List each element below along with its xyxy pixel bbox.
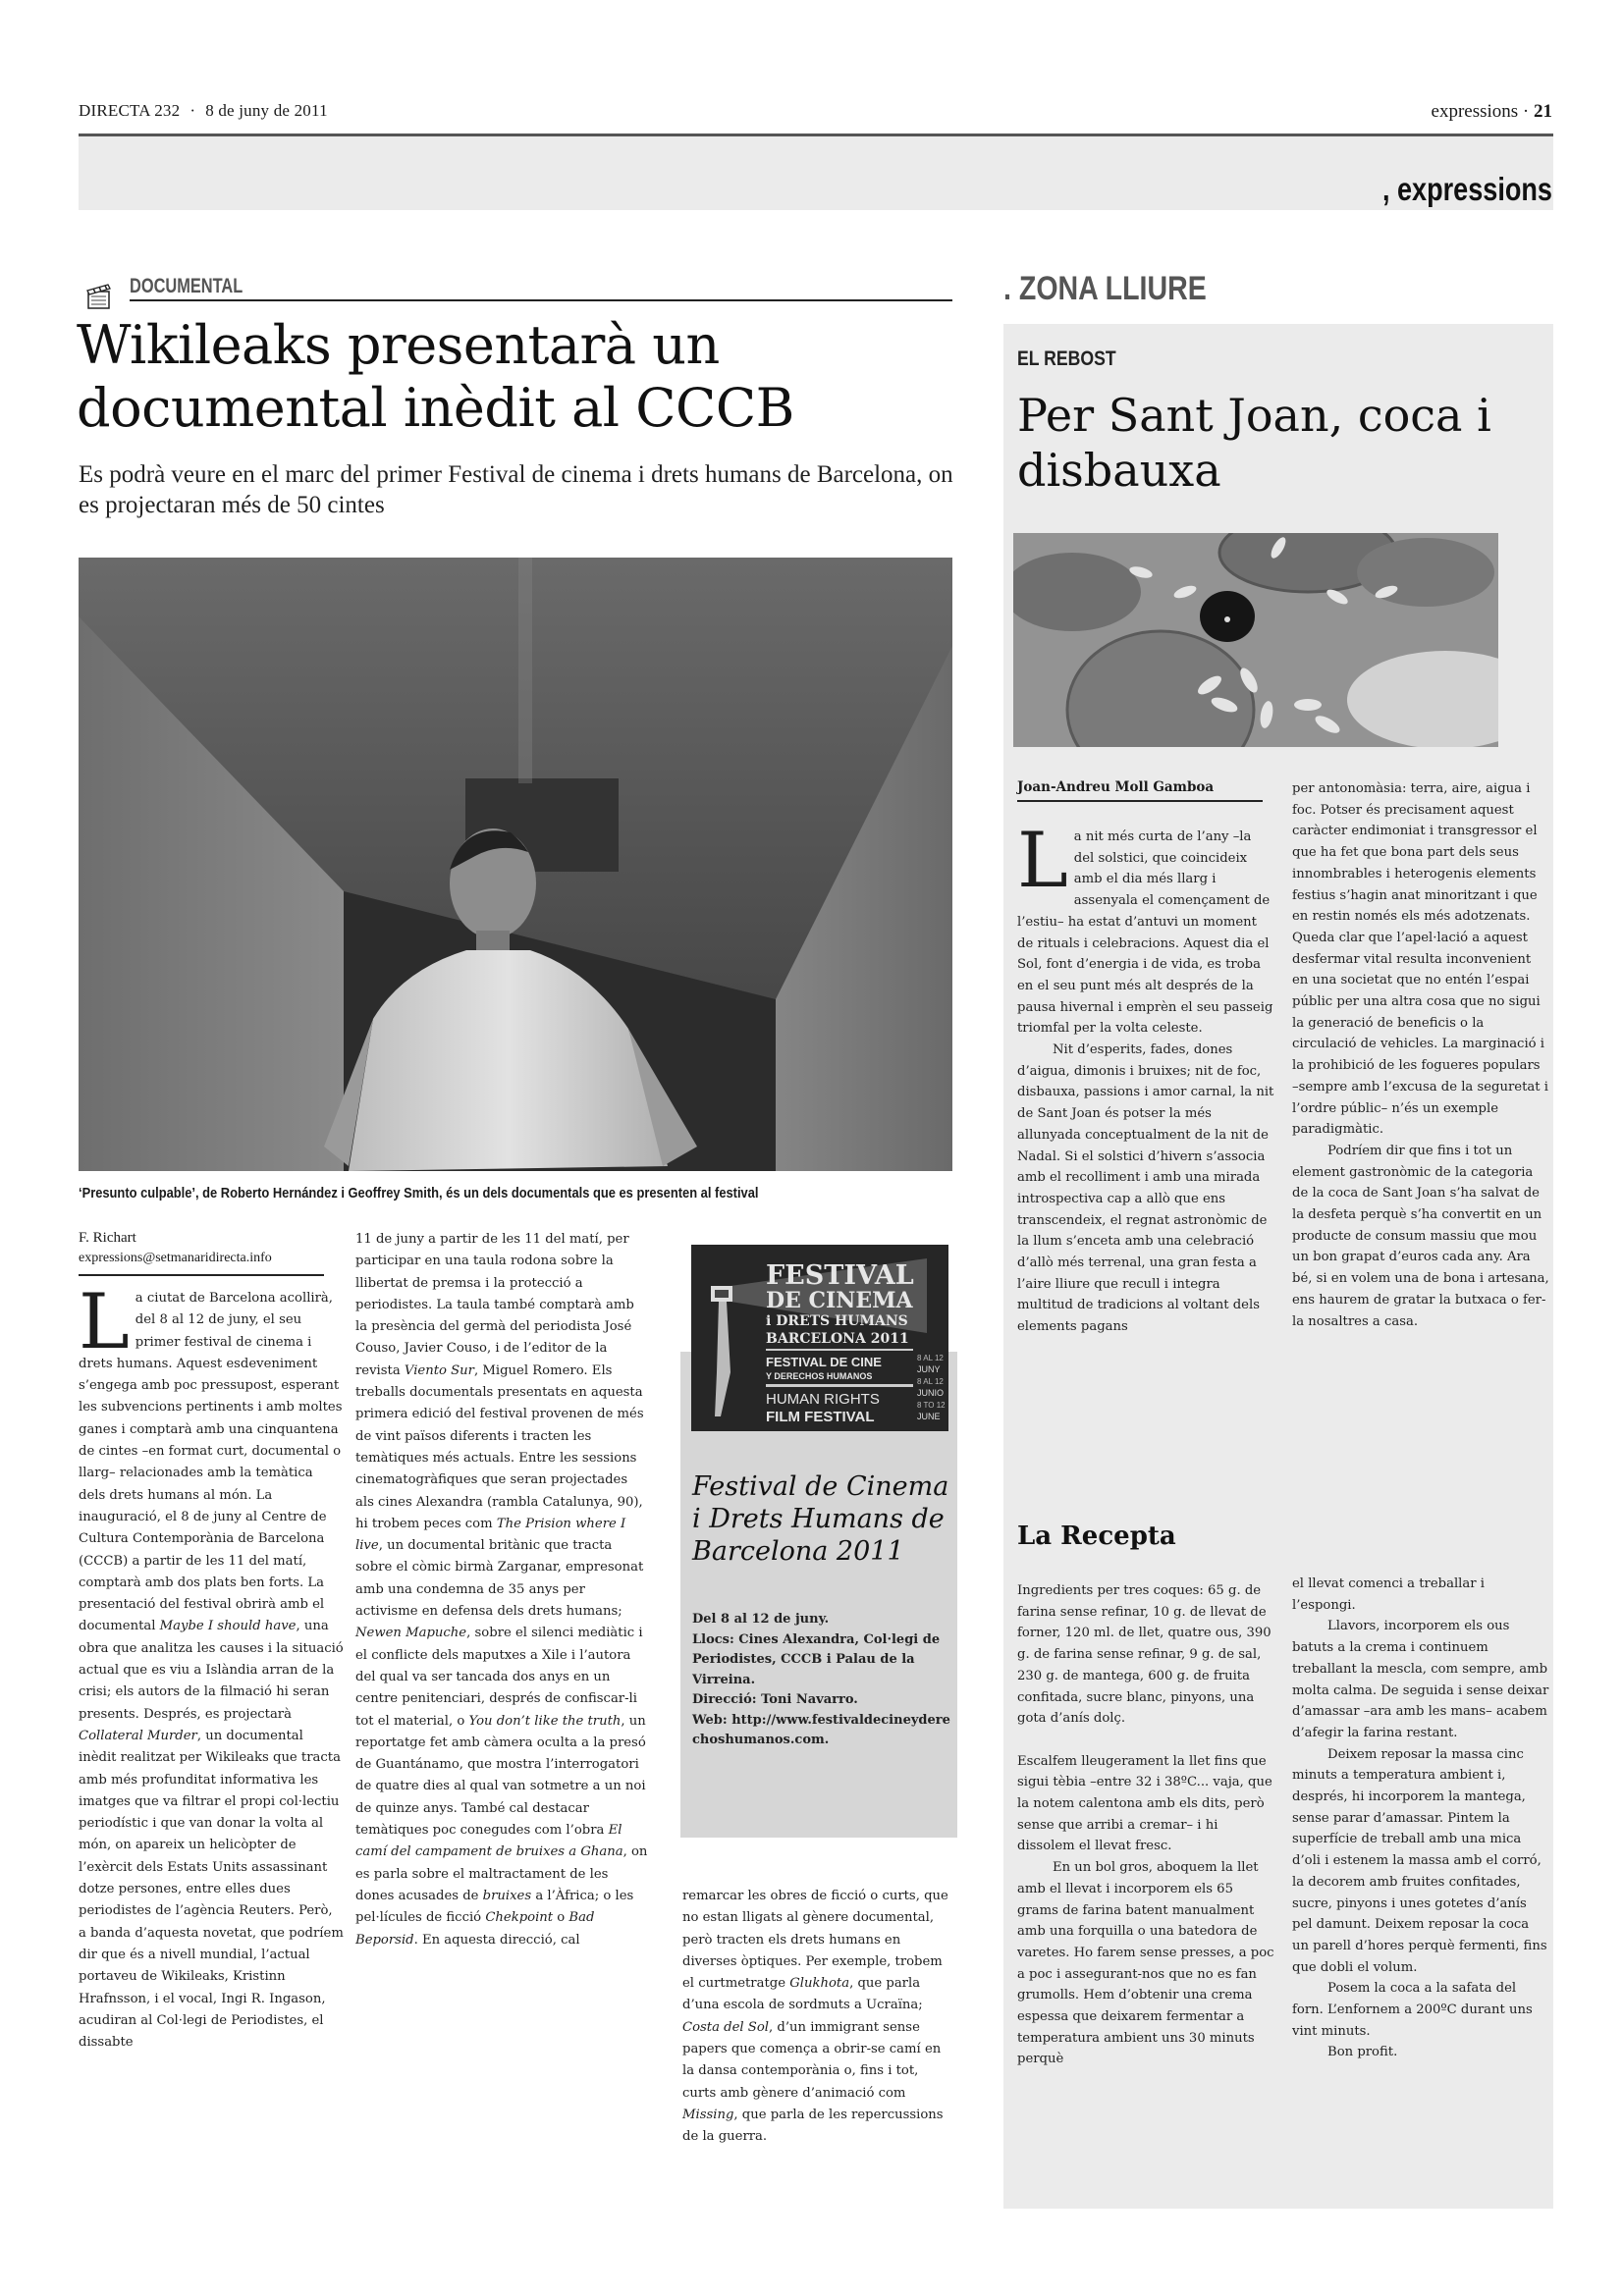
drop-cap: L xyxy=(79,1278,130,1366)
page-number: 21 xyxy=(1534,101,1552,122)
article-headline: Wikileaks presentarà un documental inèdit al CCCB xyxy=(77,314,794,439)
film-title: Collateral Murder xyxy=(79,1728,197,1743)
poster-date-4: JUNIO xyxy=(917,1388,944,1398)
article-kicker: DOCUMENTAL xyxy=(130,275,243,297)
folio-separator: · xyxy=(189,101,196,120)
sidebar-info xyxy=(692,1610,952,1751)
folio-right xyxy=(1432,101,1552,123)
poster-line-6: Y DERECHOS HUMANOS xyxy=(766,1371,873,1381)
kicker-rule xyxy=(130,299,952,301)
article-byline xyxy=(79,1227,324,1276)
poster-line-1: FESTIVAL xyxy=(766,1260,914,1291)
poster-line-5: FESTIVAL DE CINE xyxy=(766,1355,882,1369)
film-title: bruixes xyxy=(482,1888,532,1903)
film-title: El camí del campament de bruixes a Ghana xyxy=(355,1823,623,1860)
recipe-step-6: Posem la coca a la safata del forn. L’enfornem a 200ºC durant uns vint minuts. xyxy=(1292,1981,1533,2039)
film-title: Glukhota xyxy=(789,1976,850,1992)
sidebar-title: Festival de Cinema i Drets Humans de Barcelona 2011 xyxy=(692,1471,949,1567)
poster-line-3: i DRETS HUMANS xyxy=(766,1313,908,1329)
poster-date-6: JUNE xyxy=(917,1412,941,1421)
section-name: , expressions xyxy=(1382,171,1552,207)
poster-line-4: BARCELONA 2011 xyxy=(766,1331,909,1347)
clapperboard-icon xyxy=(86,283,112,310)
zone-drop-cap: L xyxy=(1017,817,1068,905)
poster-line-2: DE CINEMA xyxy=(766,1288,913,1313)
section-band xyxy=(79,133,1553,210)
recipe-step-3: el llevat comenci a treballar i l’espongi. xyxy=(1292,1576,1485,1613)
zone-paragraph-4: Podríem dir que fins i tot un element gastronòmic de la categoria de la coca de Sant Joan s’ha salvat de la desfeta perquè s’ha convertit en un producte de consum massiu que mou un bon grapat d’euros cada any. Ara bé, si en volem una de bona i artesana, ens haurem de gratar la butxaca o fer-la nosaltres a casa. xyxy=(1292,1143,1549,1329)
film-title: Bad Beporsid xyxy=(355,1910,595,1948)
zone-paragraph-2: Nit d’esperits, fades, dones d’aigua, dimonis i bruixes; nit de foc, disbauxa, passions i amor carnal, la nit de Sant Joan és potser la més allunyada conceptualment de la nit de Nadal. Si el solstici d’hivern s’associa amb el recolliment i amb una mirada introspectiva cap a allò que ens transcendeix, el regnat astronòmic de la llum s’enceta amb una celebració d’allò més terrenal, una gran festa a l’aire lliure que recull i integra multitud de tradicions al voltant dels elements pagans xyxy=(1017,1042,1274,1335)
recipe-step-4: Llavors, incorporem els ous batuts a la crema i continuem treballant la mescla, com sempre, amb molta calma. De seguida i sense deixar d’amassar –ara amb les mans– acabem d’afegir la farina restant. xyxy=(1292,1619,1549,1740)
poster-date-2: JUNY xyxy=(917,1364,941,1374)
film-title: Costa del Sol xyxy=(682,2019,769,2035)
film-title: Missing xyxy=(682,2107,734,2122)
sidebar-venues: Llocs: Cines Alexandra, Col·legi de Periodistes, CCCB i Palau de la Virreina. xyxy=(692,1631,941,1687)
film-title: Newen Mapuche xyxy=(355,1626,467,1641)
zone-column-2 xyxy=(1292,778,1549,1332)
recipe-step-2: En un bol gros, aboquem la llet amb el llevat i incorporem els 65 grams de farina batent manualment amb una forquilla o una batedora de varetes. Ho farem sense presses, a poc a poc i assegurant-nos que no es fan grumolls. Hem d’obtenir una crema espessa que deixarem fermentar a temperatura ambient uns 30 minuts perquè xyxy=(1017,1860,1274,2067)
festival-poster xyxy=(691,1245,948,1431)
poster-date-5: 8 TO 12 xyxy=(917,1401,946,1410)
food-photo xyxy=(1013,533,1498,747)
poster-line-7: HUMAN RIGHTS xyxy=(766,1391,880,1408)
publication-name: DIRECTA 232 xyxy=(79,101,181,120)
poster-graphic xyxy=(691,1245,948,1431)
coca-photo-illustration xyxy=(1013,533,1498,747)
film-title: The Prision where I live xyxy=(355,1516,626,1554)
film-title: Maybe I should have xyxy=(159,1619,297,1634)
article-column-1: La ciutat de Barcelona acollirà, del 8 al 12 de juny, el seu primer festival de cinema i drets humans. Aquest esdeveniment s’engega amb poc pressupost, esperant les subvencions pertinents i amb moltes ganes i comptarà amb una cinquantena de cintes –en format curt, documental o llarg– relacionades amb la temàtica dels drets humans al món. La inauguració, el 8 de juny al Centre de Cultura Contemporània de Barcelona (CCCB) a partir de les 11 del matí, comptarà amb dos plats ben forts. La presentació del festival obrirà amb el documental Maybe I should have, una obra que analitza les causes i la situació actual que es viu a Islàndia arran de la crisi; els autors de la filmació hi seran presents. Després, es projectarà Collateral Murder, un documental inèdit realitzat per Wikileaks que tracta amb més profunditat informativa les imatges que va filtrar el propi col·lectiu periodístic i que van donar la volta al món, on apareix un helicòpter de l’exèrcit dels Estats Units assassinant dotze persones, entre elles dues periodistes de l’agència Reuters. Però, a banda d’aquesta novetat, que podríem dir que és a nivell mundial, l’actual portaveu de Wikileaks, Kristinn Hrafnsson, i el vocal, Ingi R. Ingason, acudiran al Col·legi de Periodistes, el dissabte xyxy=(79,1278,344,2051)
sidebar-web[interactable]: Web: http://www.festivaldecineyderechoshumanos.com. xyxy=(692,1712,950,1747)
zone-author: Joan-Andreu Moll Gamboa xyxy=(1017,777,1263,802)
film-title: You don’t like the truth xyxy=(468,1713,622,1729)
article-photo xyxy=(79,558,952,1171)
recipe-signoff: Bon profit. xyxy=(1327,2045,1398,2060)
poster-line-8: FILM FESTIVAL xyxy=(766,1409,875,1425)
article-column-2: 11 de juny a partir de les 11 del matí, per participar en una taula rodona sobre la llibertat de premsa i la protecció a periodistes. La taula també comptarà amb la presència del germà del periodista José Couso, Javier Couso, i de l’editor de la revista Viento Sur, Miguel Romero. Els treballs documentals presentats en aquesta primera edició del festival provenen de més de vint països diferents i tracten les temàtiques més actuals. Entre les sessions cinematogràfiques que seran projectades als cines Alexandra (rambla Catalunya, 90), hi trobem peces com The Prision where I live, un documental britànic que tracta sobre el còmic birmà Zarganar, empresonat amb una condemna de 35 anys per activisme en defensa dels drets humans; Newen Mapuche, sobre el silenci mediàtic i el conflicte dels maputxes a Xile i l’autora del qual va ser tancada dos anys en un centre penitenciari, després de confiscar-li tot el material, o You don’t like the truth, un reportatge fet amb càmera oculta a la presó de Guantánamo, que mostra l’interrogatori de quatre dies al qual van sotmetre a un noi de quinze anys. També cal destacar temàtiques poc conegudes com l’obra El camí del campament de bruixes a Ghana, on es parla sobre el maltractament de les dones acusades de bruixes a l’Àfrica; o les pel·lícules de ficció Chekpoint o Bad Beporsid. En aquesta direcció, cal xyxy=(355,1232,648,1948)
recipe-step-1: Escalfem lleugerament la llet fins que sigui tèbia –entre 32 i 38ºC... vaja, que la notem calentona amb els dits, però sense que arribi a cremar– i hi dissolem el llevat fresc. xyxy=(1017,1753,1272,1854)
folio-left xyxy=(79,101,328,121)
recipe-column-2 xyxy=(1292,1574,1549,2063)
photo-caption: ‘Presunto culpable’, de Roberto Hernández i Geoffrey Smith, és un dels documentals que es presenten al festival xyxy=(79,1185,759,1201)
recipe-title: La Recepta xyxy=(1017,1522,1176,1551)
article-column-3: remarcar les obres de ficció o curts, que no estan lligats al gènere documental, però tracten els drets humans en diverses òptiques. Per exemple, trobem el curtmetratge Glukhota, que parla d’una escola de sordmuts a Ucraïna; Costa del Sol, d’un immigrant sense papers que comença a obrir-se camí en la dansa contemporània o, fins i tot, curts amb gènere d’animació com Missing, que parla de les repercussions de la guerra. xyxy=(682,1889,948,2145)
zone-kicker: EL REBOST xyxy=(1017,347,1116,370)
film-title: Chekpoint xyxy=(485,1910,554,1926)
recipe-ingredients: Ingredients per tres coques: 65 g. de farina sense refinar, 10 g. de llevat de forner, 120 ml. de llet, quatre ous, 390 g. de farina sense refinar, 9 g. de sal, 230 g. de mantega, 600 g. de fruita confitada, sucre blanc, pinyons, una gota d’anís dolç. xyxy=(1017,1583,1271,1727)
zone-label: . ZONA LLIURE xyxy=(1003,270,1207,307)
zone-column-1 xyxy=(1017,817,1274,1338)
poster-date-1: 8 AL 12 xyxy=(917,1354,944,1362)
sidebar-director: Direcció: Toni Navarro. xyxy=(692,1692,858,1707)
poster-date-3: 8 AL 12 xyxy=(917,1377,944,1386)
zone-paragraph-3: per antonomàsia: terra, aire, aigua i foc. Potser és precisament aquest caràcter endimoniat i transgressor el que ha fet que bona part dels seus innombrables i heterogenis elements festius s’hagin anat minoritzant i que en restin només els més adotzenats. Queda clar que l’apel·lació a aquest desfermar vital resulta inconvenient en una societat que no entén l’espai públic per una altra cosa que no sigui la generació de beneficis o la circulació de vehicles. La marginació i la prohibició de les fogueres populars –sempre amb l’excusa de la seguretat i l’ordre públic– n’és un exemple paradigmàtic. xyxy=(1292,781,1548,1138)
film-title: Viento Sur xyxy=(404,1362,474,1378)
zone-paragraph-1: a nit més curta de l’any –la del solstici, que coincideix amb el dia més llarg i assenyala el començament de l’estiu– ha estat d’antuvi un moment de rituals i celebracions. Aquest dia el Sol, font d’energia i de vida, es troba en el seu punt més alt després de la pausa hivernal i emprèn el seu passeig triomfal per la volta celeste. xyxy=(1017,829,1273,1037)
article-dek: Es podrà veure en el marc del primer Festival de cinema i drets humans de Barcelona, on es projectaran més de 50 cintes xyxy=(79,461,953,518)
recipe-step-5: Deixem reposar la massa cinc minuts a temperatura ambient i, després, hi incorporem la mantega, sense parar d’amassar. Pintem la superfície de treball amb una mica d’oli i estenem la massa amb el corró, la decorem amb fruites confitades, sucre, pinyons i unes gotetes d’anís pel damunt. Deixem reposar la coca un parell d’hores perquè fermenti, fins que dobli el volum. xyxy=(1292,1746,1547,1975)
corridor-photo-illustration xyxy=(79,558,952,1171)
section-folio: expressions · xyxy=(1431,101,1530,122)
issue-date: 8 de juny de 2011 xyxy=(205,101,328,120)
author-email[interactable]: expressions@setmanaridirecta.info xyxy=(79,1251,272,1265)
recipe-column-1 xyxy=(1017,1580,1274,2070)
author-name: F. Richart xyxy=(79,1230,136,1246)
sidebar-dates: Del 8 al 12 de juny. xyxy=(692,1612,830,1627)
zone-headline: Per Sant Joan, coca i disbauxa xyxy=(1017,389,1491,497)
